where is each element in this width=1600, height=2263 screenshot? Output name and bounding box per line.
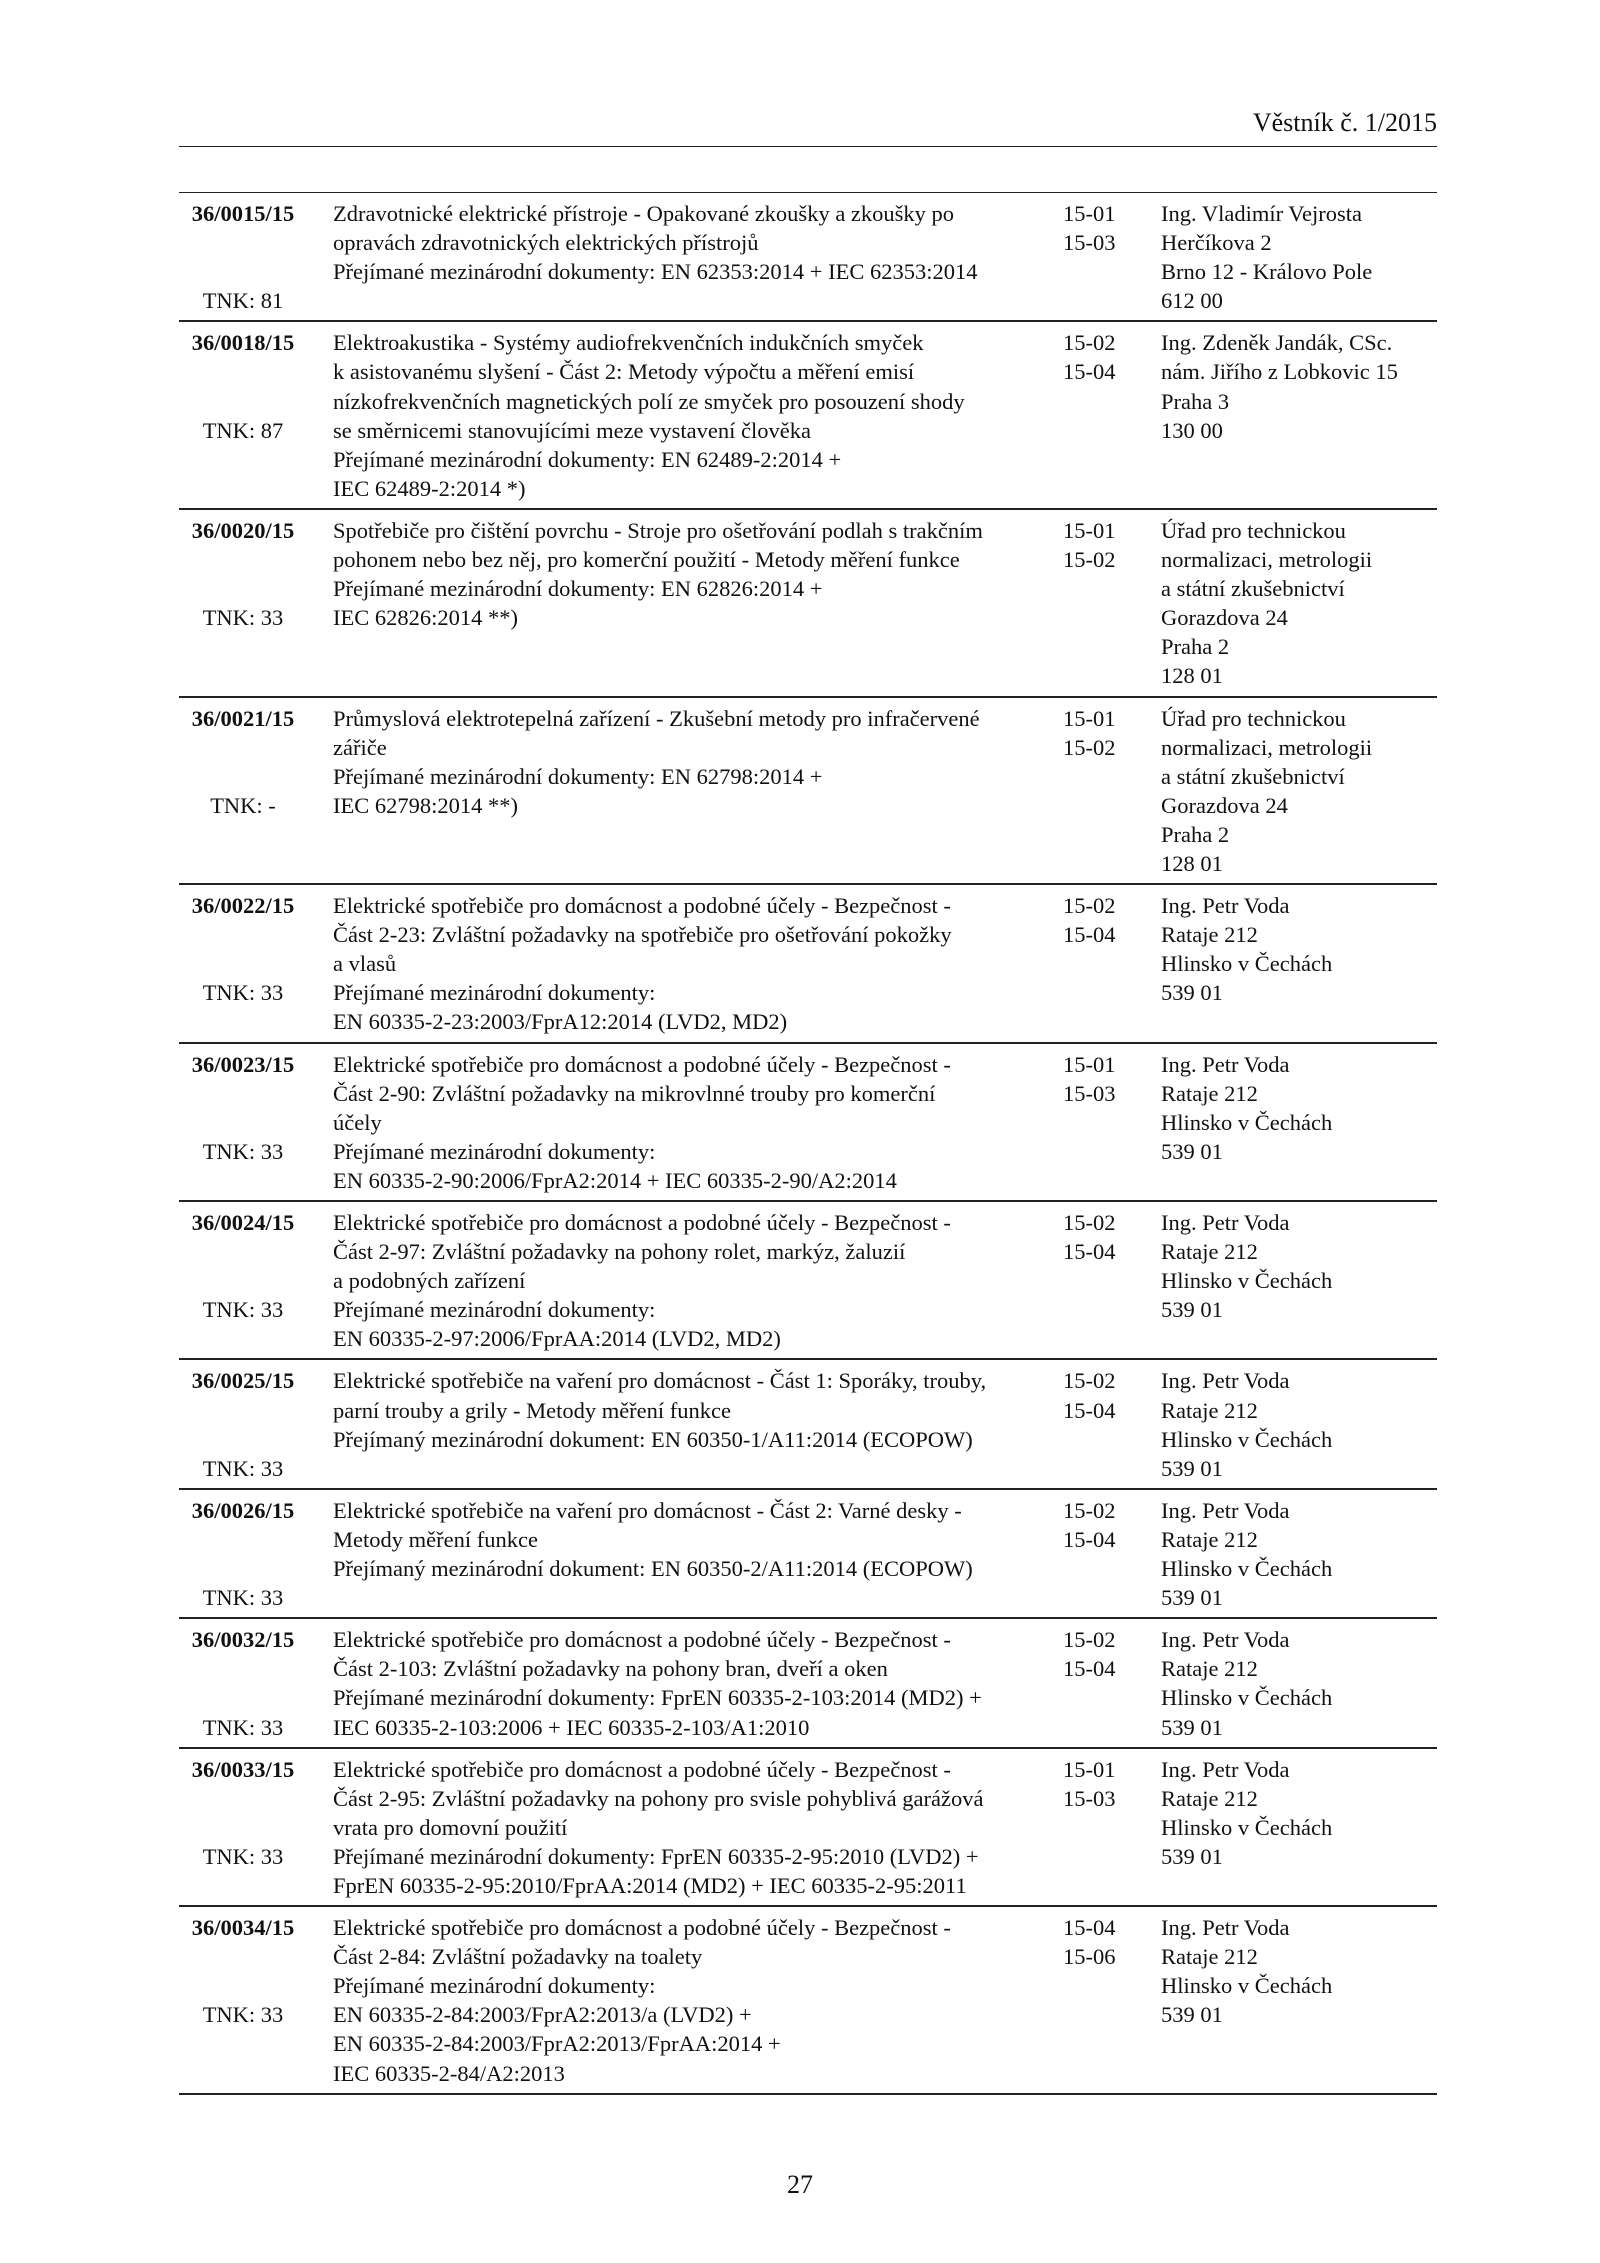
date-code: 15-04 bbox=[1063, 922, 1116, 948]
address-line: Ing. Petr Voda bbox=[1161, 1497, 1290, 1523]
date-code: 15-02 bbox=[1063, 734, 1116, 760]
address-line: Ing. Zdeněk Jandák, CSc. bbox=[1161, 330, 1393, 356]
contact-address-cell bbox=[1161, 1755, 1437, 1900]
contact-address-cell bbox=[1161, 1050, 1437, 1195]
standard-number: 36/0020/15 bbox=[191, 517, 295, 543]
address-line: 128 01 bbox=[1161, 850, 1223, 876]
description-line: nízkofrekvenčních magnetických polí ze smyček pro posouzení shody bbox=[333, 388, 965, 414]
description-line: Část 2-90: Zvláštní požadavky na mikrovlnné trouby pro komerční bbox=[333, 1080, 936, 1106]
standard-id-cell bbox=[179, 1208, 307, 1353]
description-line: Elektrické spotřebiče na vaření pro domácnost - Část 2: Varné desky - bbox=[333, 1497, 962, 1523]
description-cell bbox=[333, 1208, 1063, 1353]
date-code: 15-03 bbox=[1063, 230, 1116, 256]
date-code: 15-04 bbox=[1063, 1526, 1116, 1552]
tnk-label: TNK: - bbox=[210, 792, 276, 818]
description-cell bbox=[333, 891, 1063, 1036]
address-line: Gorazdova 24 bbox=[1161, 792, 1288, 818]
address-line: 539 01 bbox=[1161, 1138, 1223, 1164]
date-code: 15-02 bbox=[1063, 547, 1116, 573]
date-code: 15-03 bbox=[1063, 1785, 1116, 1811]
standard-number: 36/0025/15 bbox=[191, 1368, 295, 1394]
date-code: 15-06 bbox=[1063, 1944, 1116, 1970]
address-line: Úřad pro technickou bbox=[1161, 705, 1346, 731]
contact-address-cell bbox=[1161, 1366, 1437, 1482]
address-line: 539 01 bbox=[1161, 1843, 1223, 1869]
tnk-label: TNK: 33 bbox=[202, 1714, 284, 1740]
date-codes-cell bbox=[1063, 1913, 1161, 2088]
address-line: Hlinsko v Čechách bbox=[1161, 1973, 1333, 1999]
address-line: Rataje 212 bbox=[1161, 1080, 1258, 1106]
address-line: Herčíkova 2 bbox=[1161, 230, 1272, 256]
description-cell bbox=[333, 1366, 1063, 1482]
address-line: Ing. Petr Voda bbox=[1161, 1915, 1290, 1941]
date-code: 15-02 bbox=[1063, 1210, 1116, 1235]
address-line: Ing. Vladimír Vejrosta bbox=[1161, 201, 1363, 226]
tnk-label: TNK: 81 bbox=[202, 288, 284, 314]
date-code: 15-02 bbox=[1063, 1627, 1116, 1653]
address-line: Hlinsko v Čechách bbox=[1161, 1685, 1333, 1711]
table-row bbox=[179, 1619, 1437, 1748]
standard-number: 36/0034/15 bbox=[191, 1915, 295, 1941]
description-line: Přejímané mezinárodní dokumenty: bbox=[333, 1973, 656, 1999]
date-code: 15-04 bbox=[1063, 1239, 1116, 1265]
contact-address-cell bbox=[1161, 704, 1437, 879]
description-line: vrata pro domovní použití bbox=[333, 1814, 568, 1840]
standard-number: 36/0024/15 bbox=[191, 1210, 295, 1235]
table-row bbox=[179, 885, 1437, 1043]
date-code: 15-01 bbox=[1063, 1756, 1116, 1782]
table-row bbox=[179, 1749, 1437, 1907]
table-row bbox=[179, 1907, 1437, 2095]
tnk-label: TNK: 33 bbox=[202, 605, 284, 631]
standard-id-cell bbox=[179, 1913, 307, 2088]
description-line: Průmyslová elektrotepelná zařízení - Zkušební metody pro infračervené bbox=[333, 705, 980, 731]
date-codes-cell bbox=[1063, 199, 1161, 315]
description-line: IEC 60335-2-103:2006 + IEC 60335-2-103/A1:2010 bbox=[333, 1714, 810, 1740]
date-code: 15-03 bbox=[1063, 1080, 1116, 1106]
table-row bbox=[179, 193, 1437, 322]
contact-address-cell bbox=[1161, 1625, 1437, 1741]
description-line: parní trouby a grily - Metody měření funkce bbox=[333, 1397, 732, 1423]
description-cell bbox=[333, 1755, 1063, 1900]
standard-id-cell bbox=[179, 516, 307, 691]
journal-header-title: Věstník č. 1/2015 bbox=[1252, 108, 1437, 137]
table-row bbox=[179, 1490, 1437, 1619]
description-line: a vlasů bbox=[333, 951, 397, 977]
date-code: 15-02 bbox=[1063, 893, 1116, 919]
address-line: a státní zkušebnictví bbox=[1161, 576, 1345, 602]
standard-id-cell bbox=[179, 328, 307, 503]
date-codes-cell bbox=[1063, 516, 1161, 691]
address-line: Hlinsko v Čechách bbox=[1161, 1556, 1333, 1582]
address-line: 128 01 bbox=[1161, 663, 1223, 689]
description-line: pohonem nebo bez něj, pro komerční použití - Metody měření funkce bbox=[333, 547, 960, 573]
address-line: Rataje 212 bbox=[1161, 1656, 1258, 1682]
description-line: IEC 62826:2014 **) bbox=[333, 605, 518, 631]
address-line: Brno 12 - Královo Pole bbox=[1161, 259, 1373, 285]
description-line: EN 60335-2-84:2003/FprA2:2013/FprAA:2014 + bbox=[333, 2031, 781, 2057]
address-line: 539 01 bbox=[1161, 980, 1223, 1006]
contact-address-cell bbox=[1161, 1496, 1437, 1612]
tnk-label: TNK: 33 bbox=[202, 1455, 284, 1481]
date-codes-cell bbox=[1063, 328, 1161, 503]
address-line: Hlinsko v Čechách bbox=[1161, 1109, 1333, 1135]
description-line: a podobných zařízení bbox=[333, 1268, 526, 1294]
date-codes-cell bbox=[1063, 1755, 1161, 1900]
description-cell bbox=[333, 704, 1063, 879]
table-row bbox=[179, 1044, 1437, 1202]
description-line: Přejímané mezinárodní dokumenty: EN 62798:2014 + bbox=[333, 763, 823, 789]
description-line: EN 60335-2-84:2003/FprA2:2013/a (LVD2) + bbox=[333, 2002, 752, 2028]
standard-number: 36/0018/15 bbox=[191, 330, 295, 356]
standard-number: 36/0021/15 bbox=[191, 705, 295, 731]
tnk-label: TNK: 33 bbox=[202, 980, 284, 1006]
address-line: 130 00 bbox=[1161, 417, 1223, 443]
description-line: Zdravotnické elektrické přístroje - Opakované zkoušky a zkoušky po bbox=[333, 201, 955, 226]
description-line: Elektrické spotřebiče pro domácnost a podobné účely - Bezpečnost - bbox=[333, 1627, 951, 1653]
description-line: EN 60335-2-97:2006/FprAA:2014 (LVD2, MD2) bbox=[333, 1326, 781, 1352]
address-line: Ing. Petr Voda bbox=[1161, 1627, 1290, 1653]
address-line: a státní zkušebnictví bbox=[1161, 763, 1345, 789]
standard-id-cell bbox=[179, 1755, 307, 1900]
description-line: Elektrické spotřebiče pro domácnost a podobné účely - Bezpečnost - bbox=[333, 893, 951, 919]
address-line: Rataje 212 bbox=[1161, 1785, 1258, 1811]
standard-number: 36/0015/15 bbox=[191, 201, 295, 226]
description-line: opravách zdravotnických elektrických přístrojů bbox=[333, 230, 759, 256]
date-code: 15-02 bbox=[1063, 1368, 1116, 1394]
date-codes-cell bbox=[1063, 1208, 1161, 1353]
standard-id-cell bbox=[179, 1366, 307, 1482]
page-number: 27 bbox=[787, 2170, 813, 2199]
date-codes-cell bbox=[1063, 1496, 1161, 1612]
description-line: účely bbox=[333, 1109, 382, 1135]
address-line: Hlinsko v Čechách bbox=[1161, 1426, 1333, 1452]
address-line: 539 01 bbox=[1161, 2002, 1223, 2028]
tnk-label: TNK: 33 bbox=[202, 1138, 284, 1164]
description-cell bbox=[333, 199, 1063, 315]
date-code: 15-01 bbox=[1063, 705, 1116, 731]
date-code: 15-01 bbox=[1063, 1051, 1116, 1077]
description-line: Přejímané mezinárodní dokumenty: FprEN 60335-2-95:2010 (LVD2) + bbox=[333, 1843, 979, 1869]
table-row bbox=[179, 1202, 1437, 1360]
standard-number: 36/0022/15 bbox=[191, 893, 295, 919]
date-code: 15-04 bbox=[1063, 1915, 1116, 1941]
date-codes-cell bbox=[1063, 704, 1161, 879]
address-line: nám. Jiřího z Lobkovic 15 bbox=[1161, 359, 1398, 385]
standard-id-cell bbox=[179, 704, 307, 879]
description-line: IEC 62489-2:2014 *) bbox=[333, 475, 526, 501]
header-divider bbox=[179, 146, 1437, 147]
address-line: Rataje 212 bbox=[1161, 1526, 1258, 1552]
date-code: 15-04 bbox=[1063, 1656, 1116, 1682]
address-line: Ing. Petr Voda bbox=[1161, 893, 1290, 919]
description-line: Elektrické spotřebiče pro domácnost a podobné účely - Bezpečnost - bbox=[333, 1210, 951, 1235]
address-line: Ing. Petr Voda bbox=[1161, 1368, 1290, 1394]
address-line: Hlinsko v Čechách bbox=[1161, 951, 1333, 977]
address-line: Hlinsko v Čechách bbox=[1161, 1814, 1333, 1840]
description-line: Metody měření funkce bbox=[333, 1526, 538, 1552]
address-line: Ing. Petr Voda bbox=[1161, 1051, 1290, 1077]
description-line: FprEN 60335-2-95:2010/FprAA:2014 (MD2) + IEC 60335-2-95:2011 bbox=[333, 1872, 967, 1898]
tnk-label: TNK: 33 bbox=[202, 1297, 284, 1323]
contact-address-cell bbox=[1161, 516, 1437, 691]
description-line: Přejímané mezinárodní dokumenty: bbox=[333, 1297, 656, 1323]
tnk-label: TNK: 33 bbox=[202, 2002, 284, 2028]
date-code: 15-01 bbox=[1063, 517, 1116, 543]
description-line: Přejímané mezinárodní dokumenty: FprEN 60335-2-103:2014 (MD2) + bbox=[333, 1685, 982, 1711]
description-line: Přejímaný mezinárodní dokument: EN 60350-2/A11:2014 (ECOPOW) bbox=[333, 1556, 973, 1582]
address-line: 539 01 bbox=[1161, 1714, 1223, 1740]
description-line: Elektroakustika - Systémy audiofrekvenčních indukčních smyček bbox=[333, 330, 924, 356]
description-line: EN 60335-2-23:2003/FprA12:2014 (LVD2, MD2) bbox=[333, 1009, 788, 1035]
date-code: 15-02 bbox=[1063, 330, 1116, 356]
standard-id-cell bbox=[179, 1050, 307, 1195]
standard-number: 36/0033/15 bbox=[191, 1756, 295, 1782]
date-code: 15-01 bbox=[1063, 201, 1116, 226]
description-line: IEC 60335-2-84/A2:2013 bbox=[333, 2060, 565, 2086]
standard-number: 36/0032/15 bbox=[191, 1627, 295, 1653]
description-line: Spotřebiče pro čištění povrchu - Stroje pro ošetřování podlah s trakčním bbox=[333, 517, 983, 543]
table-row bbox=[179, 322, 1437, 510]
standard-number: 36/0023/15 bbox=[191, 1051, 295, 1077]
description-line: k asistovanému slyšení - Část 2: Metody výpočtu a měření emisí bbox=[333, 359, 915, 385]
table-row bbox=[179, 510, 1437, 698]
description-line: Elektrické spotřebiče pro domácnost a podobné účely - Bezpečnost - bbox=[333, 1915, 951, 1941]
description-line: Část 2-97: Zvláštní požadavky na pohony rolet, markýz, žaluzií bbox=[333, 1239, 906, 1265]
description-line: Přejímané mezinárodní dokumenty: bbox=[333, 980, 656, 1006]
address-line: Gorazdova 24 bbox=[1161, 605, 1288, 631]
date-code: 15-04 bbox=[1063, 1397, 1116, 1423]
date-codes-cell bbox=[1063, 1625, 1161, 1741]
contact-address-cell bbox=[1161, 199, 1437, 315]
address-line: Praha 3 bbox=[1161, 388, 1230, 414]
table-row bbox=[179, 698, 1437, 886]
address-line: Praha 2 bbox=[1161, 821, 1230, 847]
contact-address-cell bbox=[1161, 891, 1437, 1036]
address-line: 539 01 bbox=[1161, 1297, 1223, 1323]
description-line: EN 60335-2-90:2006/FprA2:2014 + IEC 60335-2-90/A2:2014 bbox=[333, 1167, 897, 1193]
address-line: 539 01 bbox=[1161, 1455, 1223, 1481]
address-line: Ing. Petr Voda bbox=[1161, 1756, 1290, 1782]
standard-id-cell bbox=[179, 891, 307, 1036]
description-line: Elektrické spotřebiče pro domácnost a podobné účely - Bezpečnost - bbox=[333, 1051, 951, 1077]
date-codes-cell bbox=[1063, 891, 1161, 1036]
description-line: zářiče bbox=[333, 734, 387, 760]
description-line: Přejímaný mezinárodní dokument: EN 60350-1/A11:2014 (ECOPOW) bbox=[333, 1426, 973, 1452]
description-cell bbox=[333, 328, 1063, 503]
address-line: normalizaci, metrologii bbox=[1161, 734, 1373, 760]
date-codes-cell bbox=[1063, 1366, 1161, 1482]
address-line: Praha 2 bbox=[1161, 634, 1230, 660]
contact-address-cell bbox=[1161, 1913, 1437, 2088]
address-line: 539 01 bbox=[1161, 1585, 1223, 1611]
description-line: Přejímané mezinárodní dokumenty: EN 62489-2:2014 + bbox=[333, 446, 842, 472]
description-line: IEC 62798:2014 **) bbox=[333, 792, 518, 818]
contact-address-cell bbox=[1161, 328, 1437, 503]
description-cell bbox=[333, 1496, 1063, 1612]
address-line: Rataje 212 bbox=[1161, 1944, 1258, 1970]
address-line: Rataje 212 bbox=[1161, 922, 1258, 948]
description-cell bbox=[333, 516, 1063, 691]
description-line: Část 2-23: Zvláštní požadavky na spotřebiče pro ošetřování pokožky bbox=[333, 922, 952, 948]
standard-id-cell bbox=[179, 1496, 307, 1612]
description-cell bbox=[333, 1050, 1063, 1195]
date-code: 15-02 bbox=[1063, 1497, 1116, 1523]
date-codes-cell bbox=[1063, 1050, 1161, 1195]
address-line: normalizaci, metrologii bbox=[1161, 547, 1373, 573]
table-row bbox=[179, 1360, 1437, 1489]
standards-table bbox=[179, 192, 1437, 2095]
address-line: Ing. Petr Voda bbox=[1161, 1210, 1290, 1235]
tnk-label: TNK: 33 bbox=[202, 1585, 284, 1611]
contact-address-cell bbox=[1161, 1208, 1437, 1353]
description-line: Elektrické spotřebiče na vaření pro domácnost - Část 1: Sporáky, trouby, bbox=[333, 1368, 987, 1394]
address-line: Rataje 212 bbox=[1161, 1397, 1258, 1423]
address-line: Hlinsko v Čechách bbox=[1161, 1268, 1333, 1294]
description-line: Přejímané mezinárodní dokumenty: EN 62353:2014 + IEC 62353:2014 bbox=[333, 259, 978, 285]
description-line: Přejímané mezinárodní dokumenty: bbox=[333, 1138, 656, 1164]
description-line: Část 2-84: Zvláštní požadavky na toalety bbox=[333, 1944, 703, 1970]
tnk-label: TNK: 87 bbox=[202, 417, 284, 443]
tnk-label: TNK: 33 bbox=[202, 1843, 284, 1869]
description-cell bbox=[333, 1913, 1063, 2088]
standard-id-cell bbox=[179, 1625, 307, 1741]
description-line: Část 2-95: Zvláštní požadavky na pohony pro svisle pohyblivá garážová bbox=[333, 1785, 984, 1811]
address-line: 612 00 bbox=[1161, 288, 1223, 314]
description-line: Elektrické spotřebiče pro domácnost a podobné účely - Bezpečnost - bbox=[333, 1756, 951, 1782]
description-line: Část 2-103: Zvláštní požadavky na pohony bran, dveří a oken bbox=[333, 1656, 888, 1682]
description-cell bbox=[333, 1625, 1063, 1741]
date-code: 15-04 bbox=[1063, 359, 1116, 385]
description-line: Přejímané mezinárodní dokumenty: EN 62826:2014 + bbox=[333, 576, 823, 602]
address-line: Rataje 212 bbox=[1161, 1239, 1258, 1265]
standard-id-cell bbox=[179, 199, 307, 315]
standard-number: 36/0026/15 bbox=[191, 1497, 295, 1523]
address-line: Úřad pro technickou bbox=[1161, 517, 1346, 543]
description-line: se směrnicemi stanovujícími meze vystavení člověka bbox=[333, 417, 811, 443]
